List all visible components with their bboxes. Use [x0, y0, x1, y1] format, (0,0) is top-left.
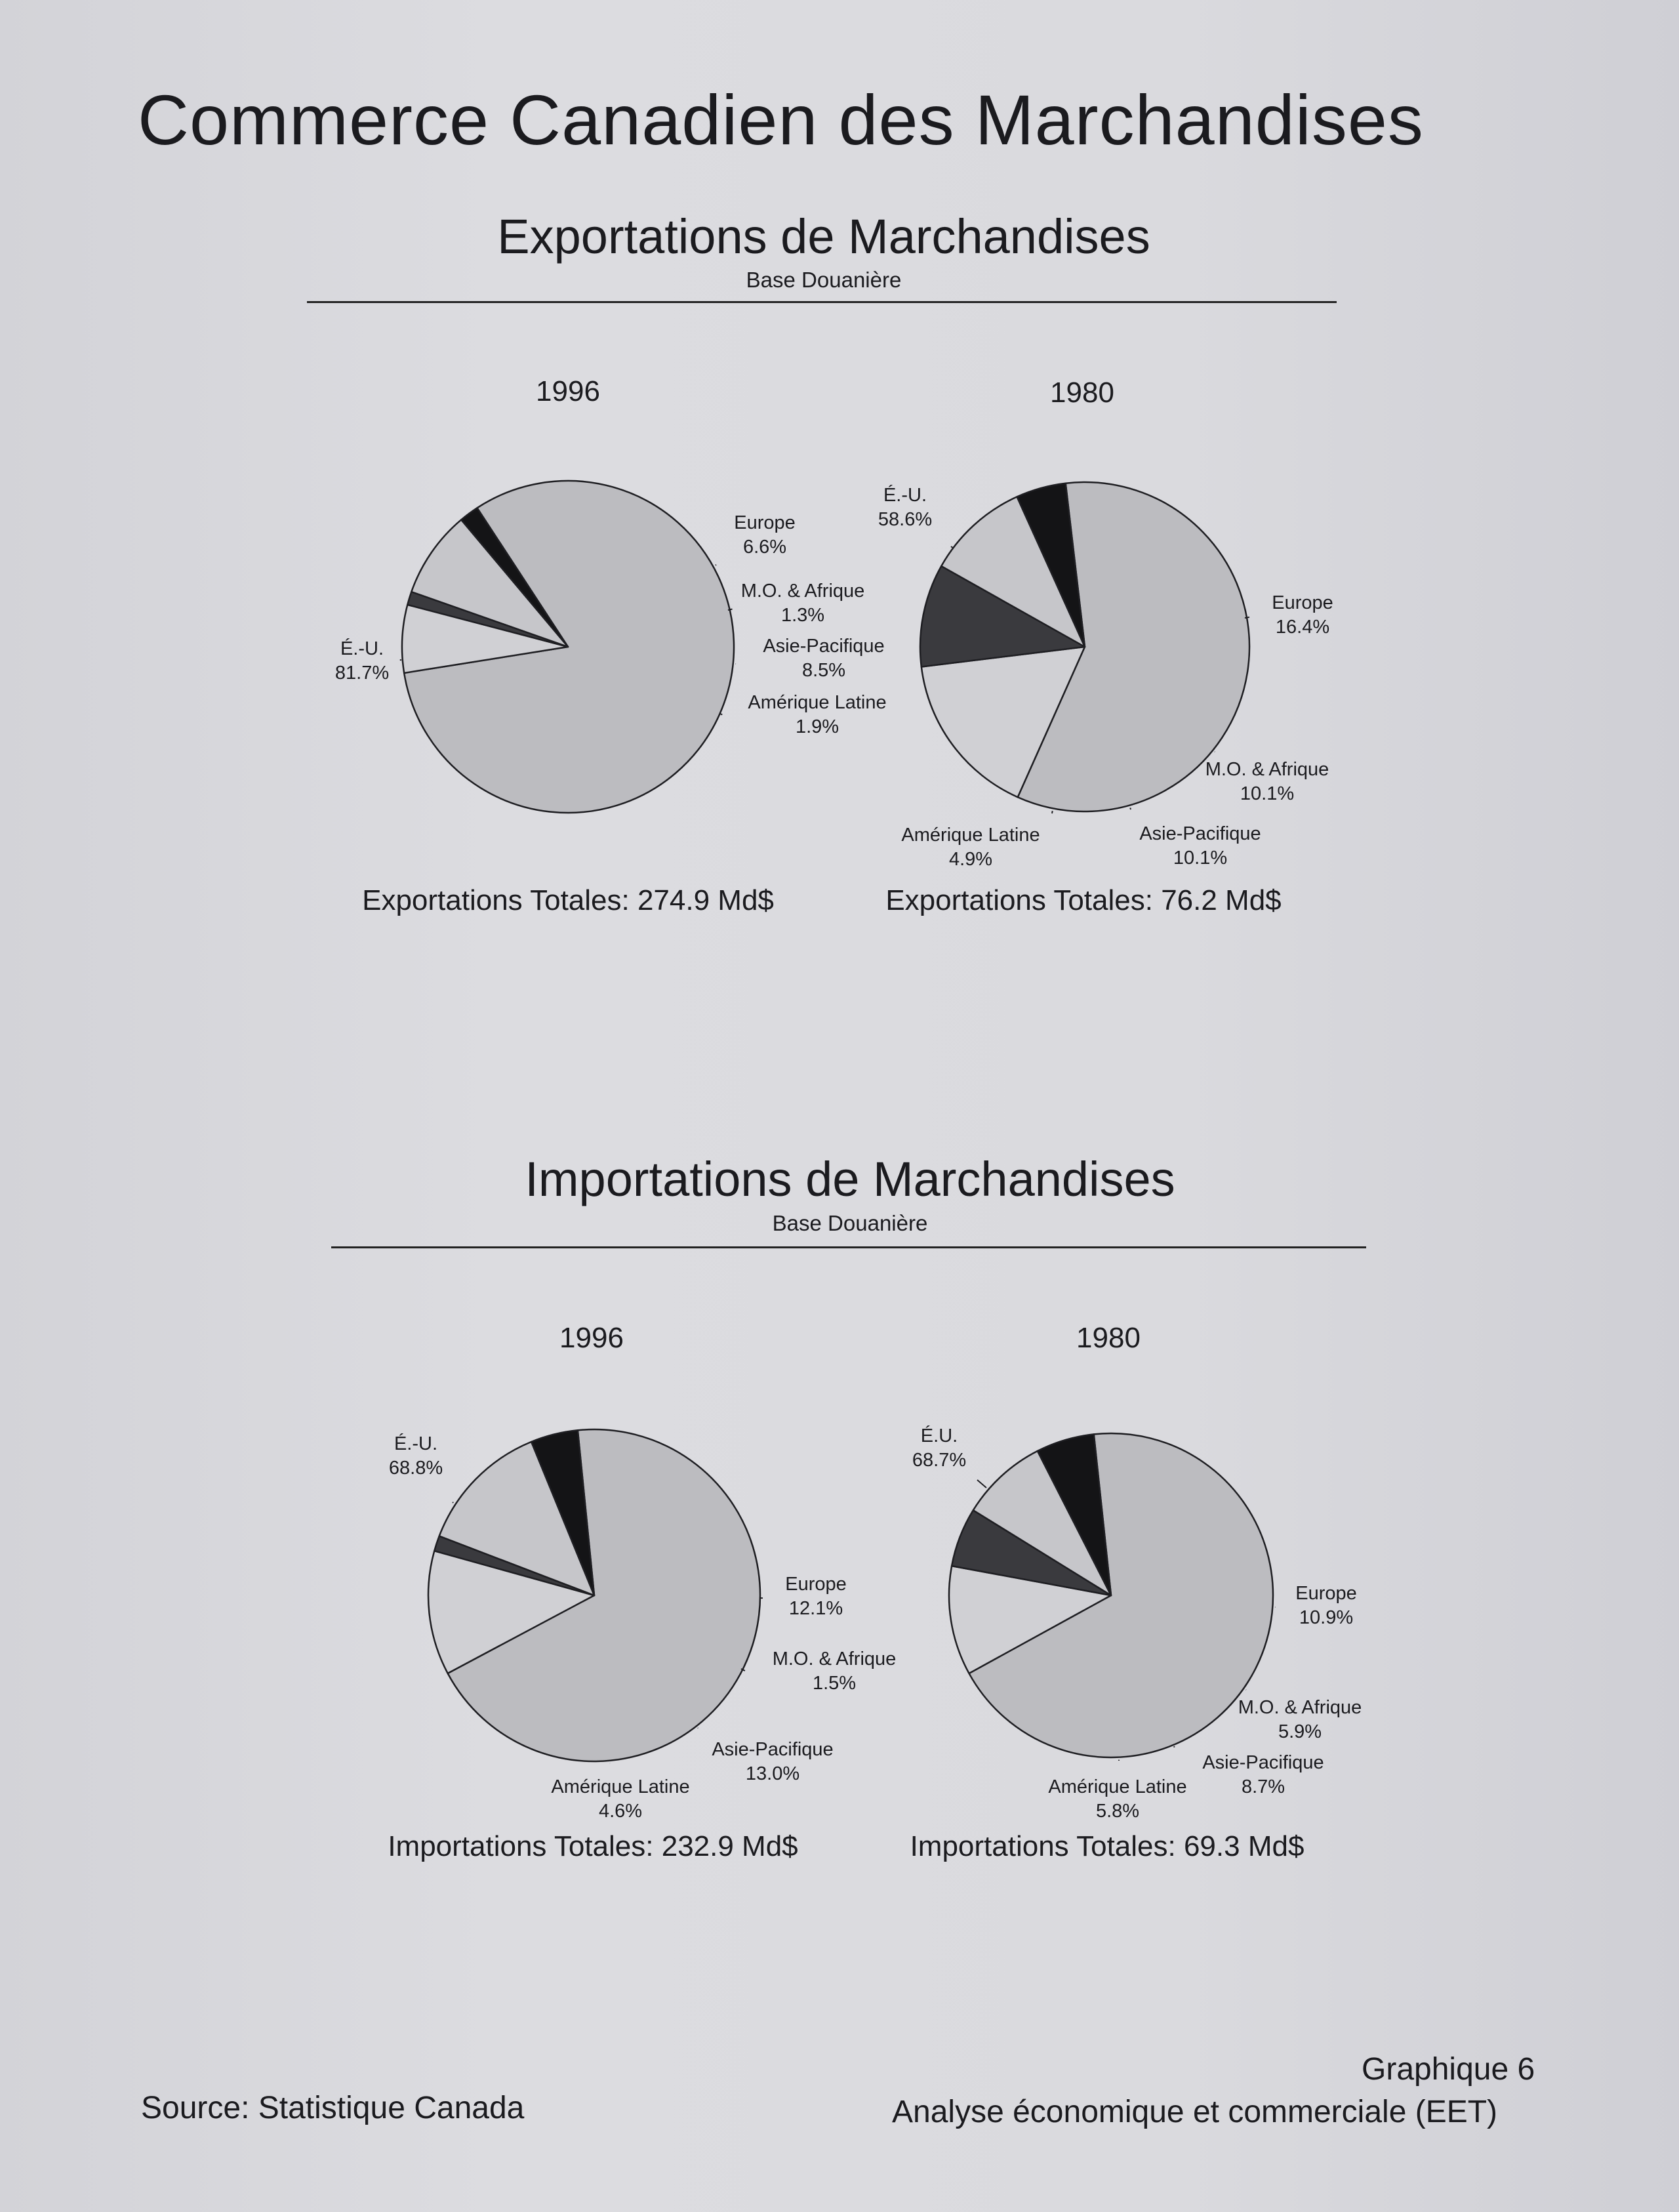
org-name: Analyse économique et commerciale (EET) — [892, 2095, 1498, 2129]
slice-label-ameriquelatine: Amérique Latine — [748, 692, 887, 713]
slice-value-asiepacifique: 8.7% — [1241, 1776, 1285, 1797]
slice-label-ameriquelatine: Amérique Latine — [1048, 1776, 1187, 1797]
slice-label-europe: Europe — [734, 512, 796, 533]
slice-value-ameriquelatine: 1.9% — [795, 716, 840, 737]
slice-label-ameriquelatine: Amérique Latine — [901, 825, 1040, 846]
imports-1996-year: 1996 — [559, 1322, 624, 1354]
slice-label-asiepacifique: Asie-Pacifique — [1139, 823, 1261, 844]
pie-chart-1 — [335, 481, 887, 813]
imports-subtitle: Base Douanière — [772, 1211, 928, 1235]
slice-label-europe: Europe — [785, 1574, 847, 1595]
slice-value-europe: 12.1% — [788, 1598, 843, 1619]
pie-chart-4 — [912, 1425, 1362, 1822]
imports-1996-total: Importations Totales: 232.9 Md$ — [388, 1830, 798, 1862]
slice-value-eu: 58.6% — [878, 509, 933, 530]
imports-1980-total: Importations Totales: 69.3 Md$ — [910, 1830, 1305, 1862]
slice-value-asiepacifique: 8.5% — [801, 660, 846, 681]
leader-line-asiepacifique — [1130, 808, 1131, 809]
slice-label-europe: Europe — [1272, 592, 1333, 613]
slice-value-europe: 6.6% — [742, 537, 787, 558]
slice-value-moafrique: 5.9% — [1278, 1721, 1322, 1742]
slice-label-moafrique: M.O. & Afrique — [1238, 1697, 1362, 1718]
slice-label-asiepacifique: Asie-Pacifique — [763, 636, 885, 657]
slice-value-asiepacifique: 13.0% — [745, 1763, 800, 1784]
leader-line-eu — [977, 1480, 986, 1488]
slice-label-eu: É.-U. — [340, 638, 384, 659]
leader-line-ameriquelatine — [1052, 811, 1053, 813]
slice-label-ameriquelatine: Amérique Latine — [551, 1776, 690, 1797]
slice-value-eu: 81.7% — [334, 663, 390, 684]
slice-label-asiepacifique: Asie-Pacifique — [1202, 1752, 1324, 1773]
slice-value-moafrique: 1.5% — [812, 1673, 857, 1694]
pie-chart-3 — [389, 1429, 896, 1822]
slice-value-europe: 10.9% — [1299, 1607, 1354, 1628]
slice-value-moafrique: 10.1% — [1240, 783, 1295, 804]
exports-1996-total: Exportations Totales: 274.9 Md$ — [362, 884, 774, 916]
slice-label-eu: É.U. — [920, 1425, 958, 1446]
slice-value-eu: 68.8% — [388, 1458, 443, 1479]
exports-1980-year: 1980 — [1050, 377, 1114, 409]
page-title: Commerce Canadien des Marchandises — [138, 80, 1424, 159]
exports-subtitle: Base Douanière — [746, 268, 902, 292]
imports-1980-year: 1980 — [1076, 1322, 1141, 1354]
pie-chart-2 — [878, 482, 1333, 870]
slice-label-moafrique: M.O. & Afrique — [1205, 759, 1329, 780]
slice-value-ameriquelatine: 4.6% — [598, 1801, 643, 1822]
slice-label-eu: É.-U. — [394, 1433, 438, 1454]
slice-value-eu: 68.7% — [912, 1450, 967, 1471]
exports-title: Exportations de Marchandises — [497, 209, 1150, 264]
slice-value-europe: 16.4% — [1275, 617, 1330, 638]
slice-label-eu: É.-U. — [883, 485, 927, 506]
slice-label-moafrique: M.O. & Afrique — [772, 1649, 897, 1669]
source-note: Source: Statistique Canada — [141, 2091, 525, 2125]
slice-label-europe: Europe — [1295, 1583, 1357, 1604]
exports-1996-year: 1996 — [536, 375, 600, 407]
slice-value-moafrique: 1.3% — [780, 605, 825, 626]
imports-title: Importations de Marchandises — [525, 1152, 1175, 1206]
slice-label-moafrique: M.O. & Afrique — [740, 581, 865, 602]
exports-1980-total: Exportations Totales: 76.2 Md$ — [885, 884, 1282, 916]
leader-line-europe — [1245, 617, 1249, 618]
leader-line-asiepacifique — [1174, 1746, 1175, 1748]
slice-label-asiepacifique: Asie-Pacifique — [712, 1739, 834, 1760]
slice-value-asiepacifique: 10.1% — [1173, 848, 1228, 869]
graph-id: Graphique 6 — [1362, 2052, 1535, 2087]
slice-value-ameriquelatine: 4.9% — [948, 849, 993, 870]
slice-value-ameriquelatine: 5.8% — [1095, 1801, 1140, 1822]
